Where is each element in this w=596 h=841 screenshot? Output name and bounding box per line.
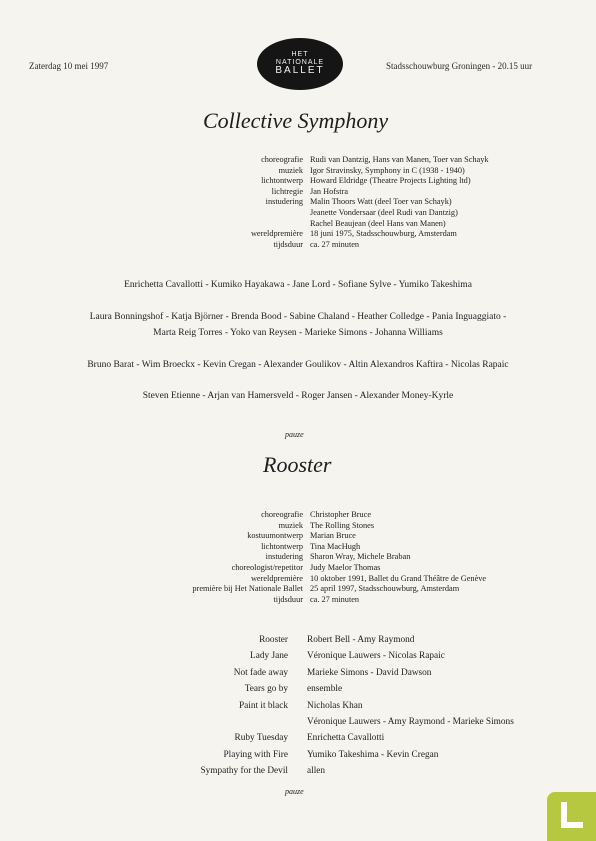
credit-label: wereldpremière xyxy=(250,573,303,583)
credit-label: muziek xyxy=(278,165,303,175)
piece-title-rooster: Rooster xyxy=(263,452,332,477)
credit-row xyxy=(0,208,489,219)
credit-label: instudering xyxy=(265,552,303,562)
credit-row xyxy=(0,176,489,187)
credits-collective-symphony xyxy=(0,155,489,250)
cast-line: Bruno Barat - Wim Broeckx - Kevin Cregan - Alexander Goulikov - Altin Alexandros Kaftira - Nicolas Rapaic xyxy=(87,360,509,370)
credit-row xyxy=(0,187,489,198)
song-dancers: Véronique Lauwers - Amy Raymond - Marieke Simons xyxy=(307,717,514,728)
song-dancers: Robert Bell - Amy Raymond xyxy=(307,635,415,645)
credit-row xyxy=(0,531,486,542)
song-title: Tears go by xyxy=(244,684,288,695)
song-dancers: Yumiko Takeshima - Kevin Cregan xyxy=(307,749,439,760)
credit-row xyxy=(0,510,486,521)
song-row xyxy=(0,730,514,746)
credit-value: The Rolling Stones xyxy=(310,520,375,530)
venue-and-time: Stadsschouwburg Groningen - 20.15 uur xyxy=(386,61,533,71)
credit-value: Igor Stravinsky, Symphony in C (1938 - 1940) xyxy=(310,165,465,175)
cast-line: Enrichetta Cavallotti - Kumiko Hayakawa - Jane Lord - Sofiane Sylve - Yumiko Takeshima xyxy=(124,280,472,290)
song-title: Rooster xyxy=(259,635,288,645)
credit-value: ca. 27 minuten xyxy=(310,594,360,604)
het-nationale-ballet-logo xyxy=(257,38,343,90)
logo-line-2: NATIONALE xyxy=(275,58,325,66)
credit-value: 10 oktober 1991, Ballet du Grand Théâtre de Genève xyxy=(310,573,487,583)
credit-label: choreologist/repetitor xyxy=(231,562,303,572)
song-title: Sympathy for the Devil xyxy=(200,766,288,777)
song-title: Playing with Fire xyxy=(223,749,288,760)
credit-row xyxy=(0,521,486,532)
credit-value: Marian Bruce xyxy=(310,531,356,541)
credit-value: ca. 27 minuten xyxy=(310,239,360,249)
song-dancers: allen xyxy=(307,766,326,777)
cast-line: Laura Bonningshof - Katja Björner - Brenda Bood - Sabine Chaland - Heather Colledge - Pania Inguaggiato - xyxy=(89,312,507,322)
credit-label: tijdsduur xyxy=(273,239,303,249)
credit-value: Sharon Wray, Michele Braban xyxy=(310,552,411,562)
song-dancers: ensemble xyxy=(307,684,343,695)
credit-label: choreografie xyxy=(261,510,303,519)
lastdodo-logo-icon xyxy=(547,792,596,841)
song-title: Ruby Tuesday xyxy=(234,733,288,744)
credit-label: kostuumontwerp xyxy=(247,531,303,541)
credit-label: tijdsduur xyxy=(273,594,303,604)
song-row xyxy=(0,632,514,648)
credit-label xyxy=(0,219,310,230)
song-row xyxy=(0,698,514,714)
song-dancers: Enrichetta Cavallotti xyxy=(307,733,385,744)
credit-row xyxy=(0,166,489,177)
credit-value: Tina MacHugh xyxy=(310,541,361,551)
credit-value: Rudi van Dantzig, Hans van Manen, Toer van Schayk xyxy=(310,155,489,164)
song-row xyxy=(0,714,514,730)
credit-row xyxy=(0,584,486,595)
piece-title-collective-symphony: Collective Symphony xyxy=(203,108,389,133)
credit-value: Christopher Bruce xyxy=(310,510,372,519)
credits-rooster xyxy=(0,510,486,605)
cast-line: Steven Etienne - Arjan van Hamersveld - Roger Jansen - Alexander Money-Kyrle xyxy=(142,391,454,401)
song-row xyxy=(0,681,514,697)
performance-date: Zaterdag 10 mei 1997 xyxy=(29,61,109,71)
credit-row xyxy=(0,219,489,230)
credit-label: lichtregie xyxy=(271,186,303,196)
song-title: Not fade away xyxy=(233,667,288,678)
credit-row xyxy=(0,197,489,208)
credit-label: lichtontwerp xyxy=(261,541,303,551)
credit-label: lichtontwerp xyxy=(261,176,303,186)
credit-value: Rachel Beaujean (deel Hans van Manen) xyxy=(310,218,446,228)
song-row xyxy=(0,665,514,681)
song-title: Paint it black xyxy=(238,700,288,711)
song-title: Lady Jane xyxy=(250,651,288,662)
credit-row xyxy=(0,542,486,553)
pause-label: pauze xyxy=(285,787,304,796)
credit-row xyxy=(0,563,486,574)
credit-row xyxy=(0,240,489,251)
pause-label: pauze xyxy=(285,430,304,439)
logo-line-1: HET xyxy=(291,51,309,59)
song-row xyxy=(0,747,514,763)
credit-label: choreografie xyxy=(261,155,303,164)
credit-row xyxy=(0,595,486,606)
rooster-song-list xyxy=(0,632,514,780)
song-row xyxy=(0,763,514,779)
credit-row xyxy=(0,229,489,240)
song-dancers: Véronique Lauwers - Nicolas Rapaic xyxy=(307,651,445,662)
credit-label: instudering xyxy=(265,197,303,207)
credit-value: Jan Hofstra xyxy=(310,186,349,196)
credit-label: muziek xyxy=(278,520,303,530)
credit-value: Howard Eldridge (Theatre Projects Lighting ltd) xyxy=(310,176,471,186)
credit-value: Jeanette Vondersaar (deel Rudi van Dantzig) xyxy=(310,207,458,217)
credit-row xyxy=(0,155,489,166)
logo-line-3: BALLET xyxy=(275,65,325,77)
credit-label: wereldpremière xyxy=(250,229,303,239)
credit-value: Malin Thoors Watt (deel Toer van Schayk) xyxy=(310,197,452,207)
credit-value: 18 juni 1975, Stadsschouwburg, Amsterdam xyxy=(310,229,457,239)
song-dancers: Nicholas Khan xyxy=(307,700,363,711)
credit-row xyxy=(0,574,486,585)
song-row xyxy=(0,648,514,664)
credit-value: Judy Maelor Thomas xyxy=(310,562,381,572)
credit-value: 25 april 1997, Stadsschouwburg, Amsterdam xyxy=(310,584,460,594)
credit-row xyxy=(0,552,486,563)
credit-label: première bij Het Nationale Ballet xyxy=(192,584,303,594)
song-title xyxy=(0,714,307,730)
song-dancers: Marieke Simons - David Dawson xyxy=(307,667,432,678)
credit-label xyxy=(0,208,310,219)
cast-line: Marta Reig Torres - Yoko van Reysen - Marieke Simons - Johanna Williams xyxy=(153,328,443,338)
